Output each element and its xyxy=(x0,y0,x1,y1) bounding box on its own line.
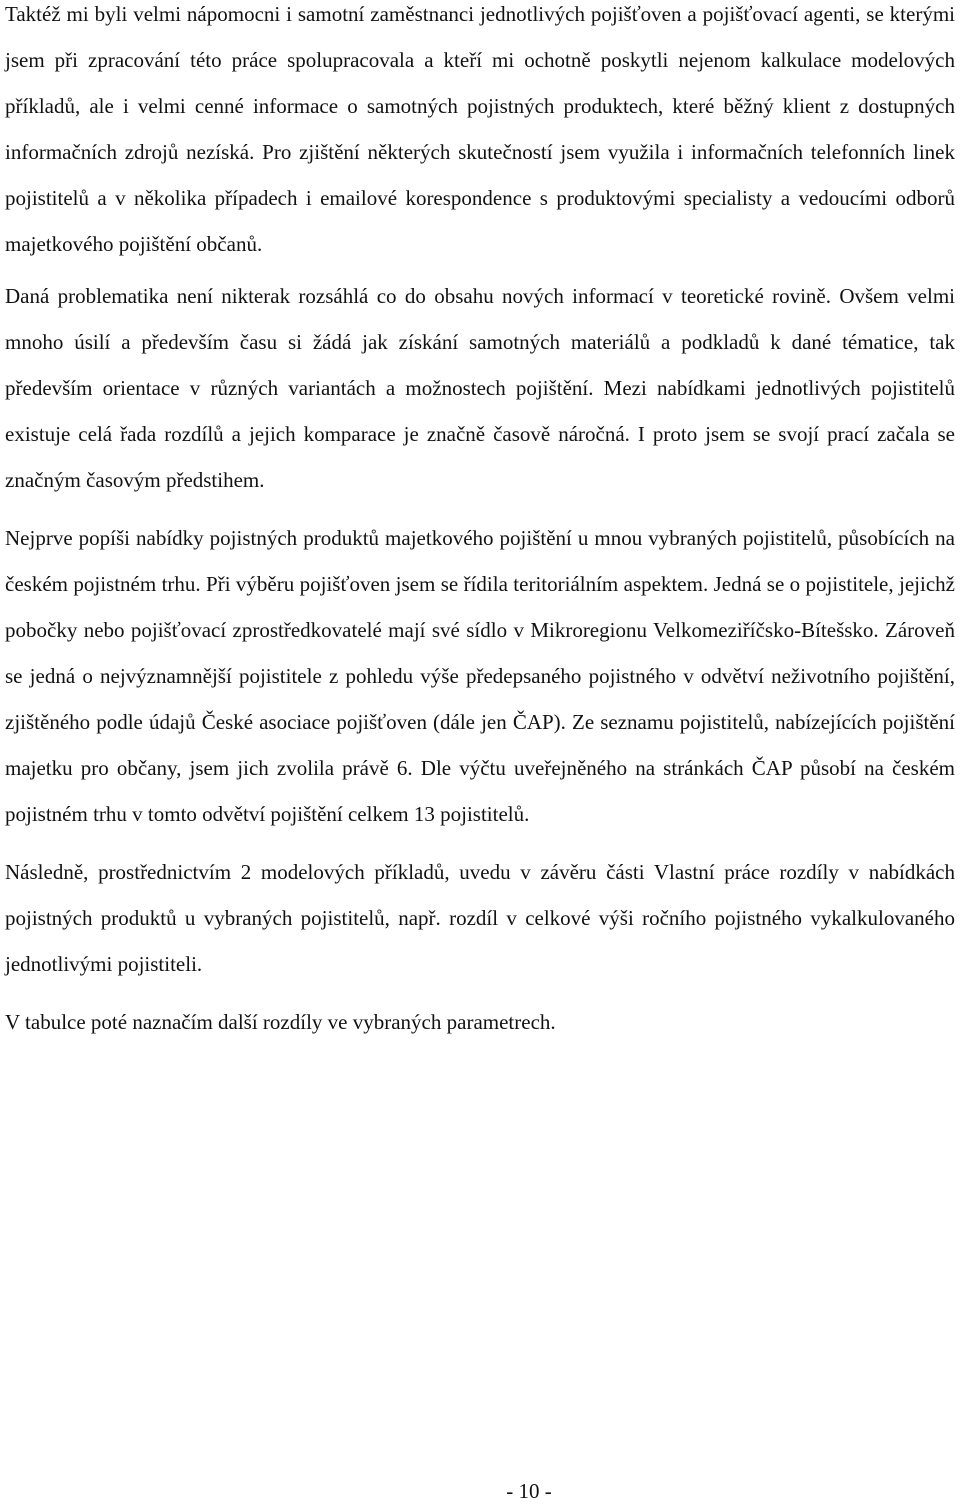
paragraph-insurer-selection: Nejprve popíši nabídky pojistných produktů majetkového pojištění u mnou vybraných pojistitelů, působících na českém pojistném trhu. Při výběru pojišťoven jsem se řídila teritoriálním aspektem. Jedná se o pojistitele, jejichž pobočky nebo pojišťovací zprostředkovatelé mají své sídlo v Mikroregionu Velkomeziříčsko-Bítešsko. Zároveň se jedná o nejvýznamnější pojistitele z pohledu výše předepsaného pojistného v odvětví neživotního pojištění, zjištěného podle údajů České asociace pojišťoven (dále jen ČAP). Ze seznamu pojistitelů, nabízejících pojištění majetku pro občany, jsem jich zvolila právě 6. Dle výčtu uveřejněného na stránkách ČAP působí na českém pojistném trhu v tomto odvětví pojištění celkem 13 pojistitelů. xyxy=(5,526,955,826)
page-number: - 10 - xyxy=(506,1479,552,1503)
paragraph-table-note: V tabulce poté naznačím další rozdíly ve vybraných parametrech. xyxy=(5,1010,556,1034)
paragraph-acknowledgements: Taktéž mi byli velmi nápomocni i samotní zaměstnanci jednotlivých pojišťoven a pojišťovací agenti, se kterými jsem při zpracování této práce spolupracovala a kteří mi ochotně poskytli nejenom kalkulace modelových příkladů, ale i velmi cenné informace o samotných pojistných produktech, které běžný klient z dostupných informačních zdrojů nezíská. Pro zjištění některých skutečností jsem využila i informačních telefonních linek pojistitelů a v několika případech i emailové korespondence s produktovými specialisty a vedoucími odborů majetkového pojištění občanů. xyxy=(5,2,955,256)
document-page xyxy=(5,0,955,1045)
paragraph-problem-scope: Daná problematika není nikterak rozsáhlá co do obsahu nových informací v teoretické rovině. Ovšem velmi mnoho úsilí a především času si žádá jak získání samotných materiálů a podkladů k dané tématice, tak především orientace v různých variantách a možnostech pojištění. Mezi nabídkami jednotlivých pojistitelů existuje celá řada rozdílů a jejich komparace je značně časově náročná. I proto jsem se svojí prací začala se značným časovým předstihem. xyxy=(5,284,955,492)
paragraph-model-examples: Následně, prostřednictvím 2 modelových příkladů, uvedu v závěru části Vlastní práce rozdíly v nabídkách pojistných produktů u vybraných pojistitelů, např. rozdíl v celkové výši ročního pojistného vykalkulovaného jednotlivými pojistiteli. xyxy=(5,860,955,976)
